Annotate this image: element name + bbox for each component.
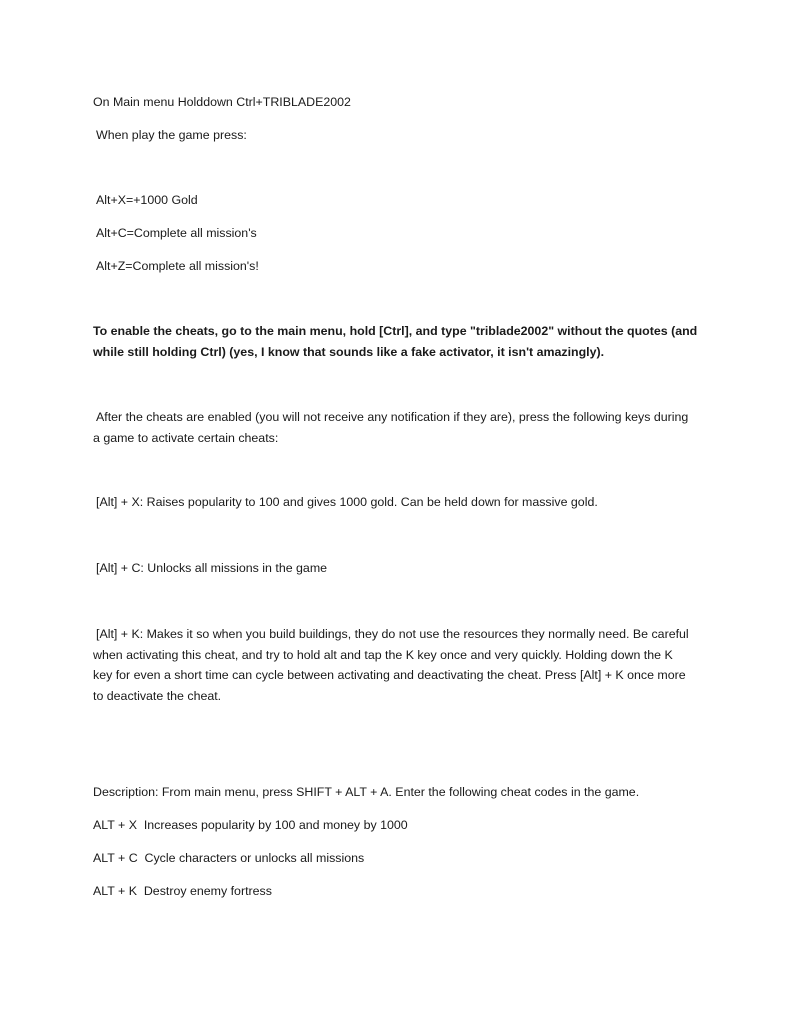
when-play-text: When play the game press: (96, 128, 247, 142)
enable-cheats-paragraph: To enable the cheats, go to the main menu, hold [Ctrl], and type "triblade2002" without the quotes (and while still holding Ctrl) (yes, I know that sounds like a fake activator, it isn't amazingly). (93, 324, 698, 359)
cheat-alt-k: [Alt] + K: Makes it so when you build buildings, they do not use the resources they normally need. Be careful when activating this cheat, and try to hold alt and tap the K key once and very quickly. Holding down the K key for even a short time can cycle between activating and deactivating the cheat. Press [Alt] + K once more to deactivate the cheat. (93, 627, 689, 703)
final-code-line: ALT + X Increases popularity by 100 and money by 1000 (93, 818, 408, 832)
cheat-alt-c: [Alt] + C: Unlocks all missions in the game (96, 561, 328, 575)
final-code-line: ALT + K Destroy enemy fortress (93, 884, 272, 898)
short-code-line: Alt+C=Complete all mission's (96, 226, 257, 240)
short-code-line: Alt+Z=Complete all mission's! (96, 259, 259, 273)
final-code-line: ALT + C Cycle characters or unlocks all missions (93, 851, 365, 865)
after-enabled-paragraph: After the cheats are enabled (you will not receive any notification if they are), press the following keys during a game to activate certain cheats: (93, 410, 689, 445)
cheat-alt-x: [Alt] + X: Raises popularity to 100 and gives 1000 gold. Can be held down for massive gold. (96, 495, 598, 509)
header-instruction: On Main menu Holddown Ctrl+TRIBLADE2002 (93, 95, 351, 109)
description-text: Description: From main menu, press SHIFT + ALT + A. Enter the following cheat codes in the game. (93, 785, 640, 799)
short-code-line: Alt+X=+1000 Gold (96, 193, 198, 207)
